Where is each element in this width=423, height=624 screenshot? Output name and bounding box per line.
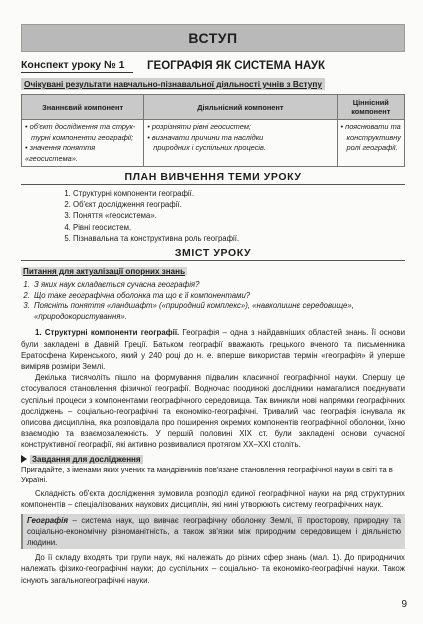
page-number: 9 (401, 599, 407, 610)
task-text: Пригадайте, з іменами яких учених та мандрівників пов'язане становлення географічної науки в світі та в Україні. (21, 464, 393, 485)
triangle-icon (21, 455, 27, 463)
results-heading: Очікувані результати навчально-пізнавальної діяльності учнів з Вступу (21, 78, 325, 90)
list-item: 2. Об'єкт дослідження географії. (73, 199, 405, 210)
list-item: 1. З яких наук складається сучасна географія? (32, 280, 405, 291)
task-heading: Завдання для дослідження (21, 455, 405, 464)
table-cell-value: • пояснювати та конструктивну ролі географії. (337, 120, 404, 167)
table-header-value: Ціннісний компонент (337, 95, 404, 120)
lesson-topic: ГЕОГРАФІЯ ЯК СИСТЕМА НАУК (147, 60, 325, 72)
table-cell-knowledge: • об'єкт дослідження та струк- турні компоненти географії; • значення поняття «геосистема». (22, 120, 144, 167)
paragraph-2: Декілька тисячоліть пішло на формування підвалин класичної географічної науки. Спершу це стосувалося становлення фізичної географії. Водночас поодинокі дослідники намагалися поєднувати суспільні процеси з компонентами географічного середовища. Так виникли нові напрямки географічних досліджень – соціально-географічні та економіко-географічні. Тривалий час географія існувала як описова дисципліна, яка розповідала про поширення окремих компонентів географічної оболонки, їхню взаємодію та взаємозалежність. У першій половині XIX ст. були закладені основи сучасної конструктивної географії, які активно розвивалися протягом XX–XXI століть. (21, 373, 405, 450)
actualization-heading: Питання для актуалізації опорних знань (23, 267, 186, 277)
lesson-number: Конспект уроку № 1 (21, 59, 133, 73)
definition-text: – система наук, що вивчає географічну оболонку Землі, її просторову, природну та соціально-економічну різноманітність, а також зв'язки між природним середовищем і діяльністю людини. (27, 515, 401, 548)
paragraph-4: До її складу входять три групи наук, які належать до різних сфер знань (мал. 1). До природничих належать фізико-географічні науки; до суспільних – соціально- та економіко-географічні науки. Також існують загальногеографічні науки. (21, 553, 405, 585)
page-content (21, 24, 405, 586)
table-cell-activity: • розрізняти рівні геосистем; • визначати причини та наслідки природних і суспільних процесів. (144, 120, 337, 167)
definition-box (21, 514, 405, 550)
section-banner: ВСТУП (21, 24, 405, 52)
questions-list (21, 280, 405, 322)
paragraph-1: 1. Структурні компоненти географії. Географія – одна з найдавніших областей знань. Її основи були закладені в Давній Греції. Батьком географії вважають грецького вченого та письменника Ератосфена Киренського, який у 240 році до н. е. вперше використав термін «географія» й уперше виміряв розміри Землі. (21, 328, 405, 371)
content-heading: ЗМІСТ УРОКУ (21, 247, 405, 261)
table-header-knowledge: Знаннєвий компонент (22, 95, 144, 120)
list-item: 1. Структурні компоненти географії. (73, 188, 405, 199)
plan-heading: ПЛАН ВИВЧЕННЯ ТЕМИ УРОКУ (21, 171, 405, 185)
list-item: 3. Поясніть поняття «ландшафт» («природний комплекс»), «навколишнє середовище», «природокористування». (32, 301, 405, 322)
list-item: 3. Поняття «геосистема». (73, 210, 405, 221)
list-item: 5. Пізнавальна та конструктивна роль географії. (73, 233, 405, 244)
list-item: 4. Рівні геосистем. (73, 222, 405, 233)
table-header-activity: Діяльнісний компонент (144, 95, 337, 120)
list-item: 2. Що таке географічна оболонка та що є її компонентами? (32, 291, 405, 302)
paragraph-3: Складність об'єкта дослідження зумовила розподіл єдиної географічної науки на ряд структурних компонентів – спеціалізованих наукових дисциплін, які нині утворюють систему географічних наук. (21, 489, 405, 510)
definition-term: Географія (27, 515, 68, 525)
results-table (21, 94, 405, 167)
section-title: 1. Структурні компоненти географії. (35, 328, 180, 338)
plan-list (21, 188, 405, 244)
